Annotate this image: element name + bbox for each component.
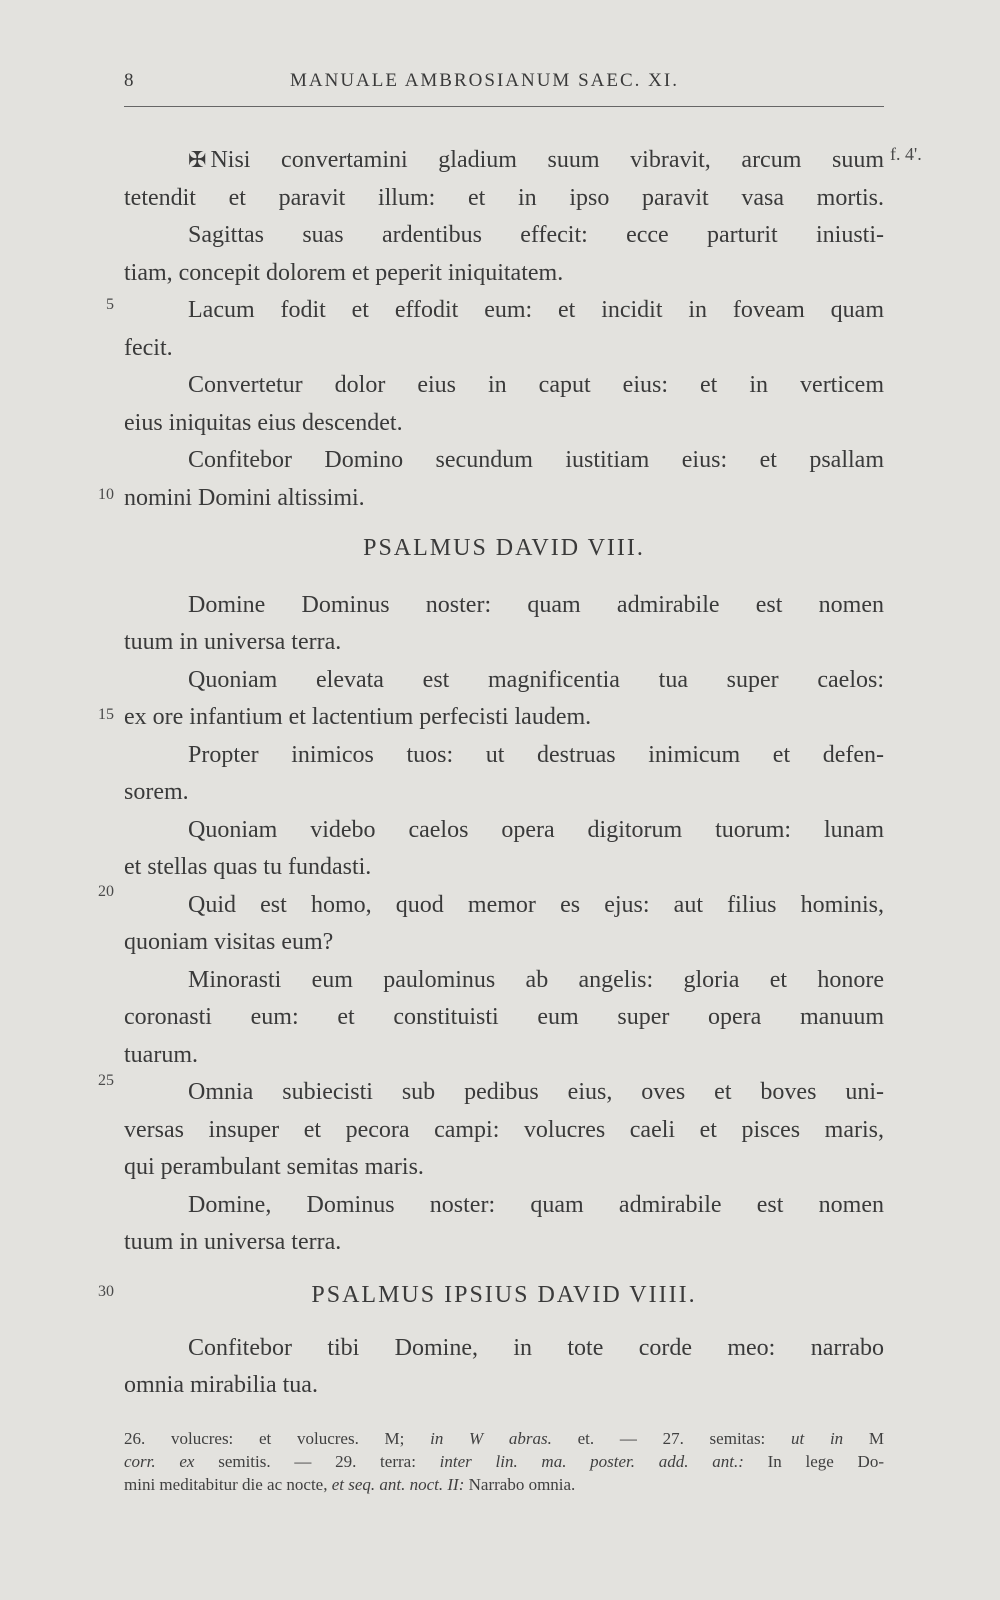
text-line-3: Sagittas suas ardentibus effecit: ecce parturit iniusti- bbox=[188, 222, 884, 248]
text-line-22: coronasti eum: et constituisti eum super opera manuum bbox=[124, 1004, 884, 1030]
text-line-11: Domine Dominus noster: quam admirabile est nomen bbox=[188, 592, 884, 618]
footnote-text: M bbox=[868, 1429, 885, 1448]
psalm-heading-2: PSALMUS IPSIUS DAVID VIIII. bbox=[311, 1282, 697, 1308]
line-number-15: 15 bbox=[98, 706, 114, 723]
text-line-13: Quoniam elevata est magnificentia tua super caelos: bbox=[188, 667, 884, 693]
footnote-text: et. — 27. semitas: bbox=[577, 1429, 766, 1448]
text-line-16: sorem. bbox=[124, 779, 189, 805]
text-line-8: eius iniquitas eius descendet. bbox=[124, 410, 403, 436]
psalm-heading-1: PSALMUS DAVID VIII. bbox=[363, 535, 645, 561]
text-line-14: ex ore infantium et lactentium perfecisti laudem. bbox=[124, 704, 592, 730]
footnote-text: semitis. — 29. terra: bbox=[218, 1452, 416, 1471]
footnote-text: mini meditabitur die ac nocte, bbox=[124, 1475, 328, 1494]
text-line-5: Lacum fodit et effodit eum: et incidit in foveam quam bbox=[188, 297, 884, 323]
line-number-30: 30 bbox=[98, 1283, 114, 1300]
text-line-1: Nisi convertamini gladium suum vibravit, arcum suum bbox=[210, 147, 884, 173]
line-number-10: 10 bbox=[98, 486, 114, 503]
footnote-line-2 bbox=[124, 1451, 884, 1473]
text-line-20: quoniam visitas eum? bbox=[124, 929, 334, 955]
text-line-28: tuum in universa terra. bbox=[124, 1229, 342, 1255]
running-head: MANUALE AMBROSIANUM SAEC. XI. bbox=[290, 70, 679, 91]
text-line-17: Quoniam videbo caelos opera digitorum tuorum: lunam bbox=[188, 817, 884, 843]
page-header bbox=[0, 70, 1000, 100]
text-line-7: Convertetur dolor eius in caput eius: et in verticem bbox=[188, 372, 884, 398]
footnote-line-1 bbox=[124, 1428, 884, 1450]
text-line-6: fecit. bbox=[124, 335, 173, 361]
line-number-25: 25 bbox=[98, 1072, 114, 1089]
footnote-text: in W abras. bbox=[430, 1429, 552, 1448]
cross-symbol: ✠ bbox=[188, 147, 207, 172]
text-line-12: tuum in universa terra. bbox=[124, 629, 342, 655]
header-rule bbox=[124, 106, 884, 107]
text-line bbox=[188, 145, 884, 175]
text-line-29: Confitebor tibi Domine, in tote corde meo: narrabo bbox=[188, 1335, 884, 1361]
text-line-18: et stellas quas tu fundasti. bbox=[124, 854, 372, 880]
text-line-27: Domine, Dominus noster: quam admirabile est nomen bbox=[188, 1192, 884, 1218]
footnote-text: et seq. ant. noct. II: bbox=[331, 1475, 465, 1494]
footnote-text: In lege Do- bbox=[767, 1452, 884, 1471]
text-line-9: Confitebor Domino secundum iustitiam eius: et psallam bbox=[188, 447, 884, 473]
text-line-25: versas insuper et pecora campi: volucres caeli et pisces maris, bbox=[124, 1117, 884, 1143]
footnote-text: corr. ex bbox=[124, 1452, 195, 1471]
footnote-line-3 bbox=[124, 1474, 884, 1496]
line-number-20: 20 bbox=[98, 883, 114, 900]
text-line-4: tiam, concepit dolorem et peperit iniquitatem. bbox=[124, 260, 564, 286]
line-number-5: 5 bbox=[106, 296, 114, 313]
text-line-19: Quid est homo, quod memor es ejus: aut filius hominis, bbox=[188, 892, 884, 918]
text-line-26: qui perambulant semitas maris. bbox=[124, 1154, 424, 1180]
page-number: 8 bbox=[124, 70, 135, 91]
text-line-24: Omnia subiecisti sub pedibus eius, oves et boves uni- bbox=[188, 1079, 884, 1105]
folio-margin-note: f. 4'. bbox=[890, 144, 922, 164]
text-line-21: Minorasti eum paulominus ab angelis: gloria et honore bbox=[188, 967, 884, 993]
footnote-text: inter lin. ma. poster. add. ant.: bbox=[439, 1452, 744, 1471]
text-line-30: omnia mirabilia tua. bbox=[124, 1372, 318, 1398]
text-line-15: Propter inimicos tuos: ut destruas inimicum et defen- bbox=[188, 742, 884, 768]
text-line-10: nomini Domini altissimi. bbox=[124, 485, 365, 511]
text-line-2: tetendit et paravit illum: et in ipso paravit vasa mortis. bbox=[124, 185, 884, 211]
text-line-23: tuarum. bbox=[124, 1042, 198, 1068]
footnote-text: ut in bbox=[791, 1429, 844, 1448]
footnote-text: 26. volucres: et volucres. M; bbox=[124, 1429, 405, 1448]
footnote-text: Narrabo omnia. bbox=[468, 1475, 576, 1494]
